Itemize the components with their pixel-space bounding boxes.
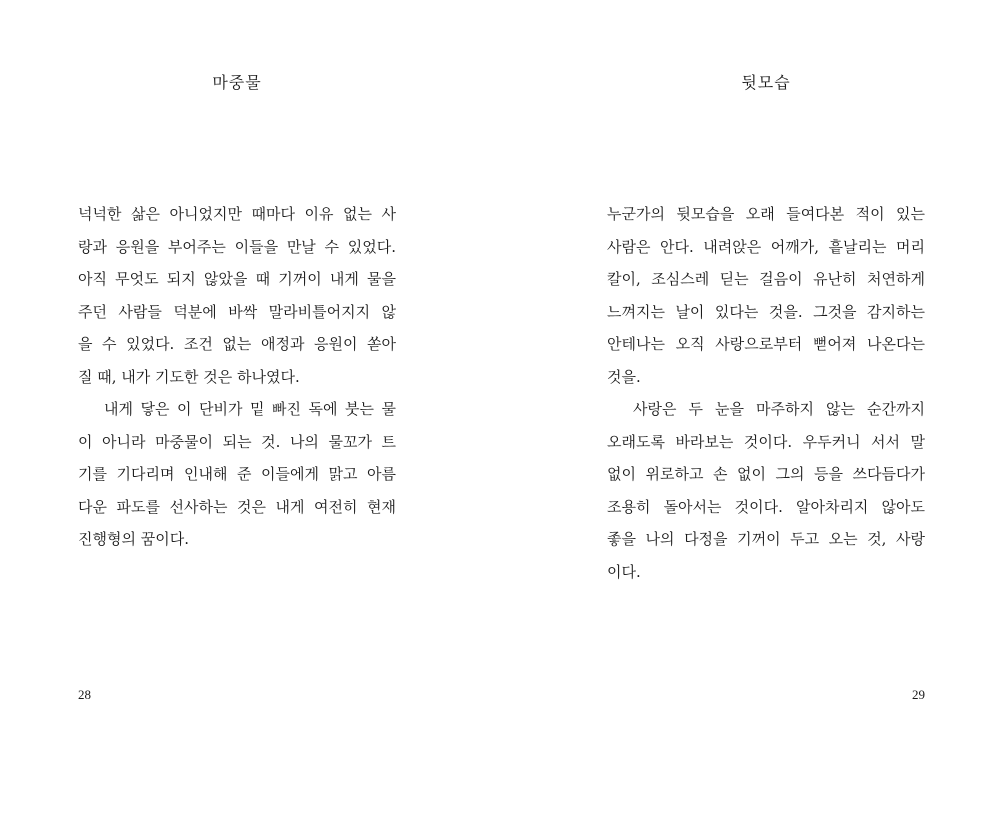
- right-page-number: 29: [912, 687, 925, 702]
- left-line-3: 아직 무엇도 되지 않았을 때 기꺼이 내게 물을: [78, 270, 396, 288]
- right-line-9: 없이 위로하고 손 없이 그의 등을 쓰다듬다가: [607, 465, 925, 483]
- left-line-4: 주던 사람들 덕분에 바싹 말라비틀어지지 않: [78, 302, 396, 321]
- left-page-title: 마중물: [212, 73, 262, 92]
- right-line-3: 칼이, 조심스레 딛는 걸음이 유난히 처연하게: [607, 270, 925, 288]
- left-line-6: 질 때, 내가 기도한 것은 하나였다.: [78, 367, 300, 386]
- left-page-number: 28: [78, 687, 91, 702]
- right-page-body: [607, 198, 925, 588]
- left-line-9: 기를 기다리며 인내해 준 이들에게 맑고 아름: [78, 465, 396, 483]
- left-page-body: [78, 198, 396, 556]
- left-line-11: 진행형의 꿈이다.: [78, 530, 189, 548]
- right-page-title: 뒷모습: [741, 73, 791, 92]
- right-line-6: 것을.: [607, 367, 641, 386]
- left-line-1: 넉넉한 삶은 아니었지만 때마다 이유 없는 사: [78, 205, 396, 223]
- right-line-8: 오래도록 바라보는 것이다. 우두커니 서서 말: [607, 432, 925, 451]
- left-line-7: 내게 닿은 이 단비가 밑 빠진 독에 붓는 물: [104, 400, 396, 418]
- right-line-2: 사람은 안다. 내려앉은 어깨가, 흩날리는 머리: [607, 237, 925, 256]
- left-page: [78, 0, 396, 824]
- right-line-12: 이다.: [607, 562, 641, 581]
- left-line-5: 을 수 있었다. 조건 없는 애정과 응원이 쏟아: [78, 335, 396, 353]
- right-line-5: 안테나는 오직 사랑으로부터 뻗어져 나온다는: [607, 335, 925, 353]
- right-line-1: 누군가의 뒷모습을 오래 들여다본 적이 있는: [607, 205, 925, 223]
- left-line-2: 랑과 응원을 부어주는 이들을 만날 수 있었다.: [78, 237, 396, 256]
- left-line-10: 다운 파도를 선사하는 것은 내게 여전히 현재: [78, 497, 396, 516]
- right-page: [607, 0, 925, 824]
- right-line-4: 느껴지는 날이 있다는 것을. 그것을 감지하는: [607, 302, 925, 321]
- right-line-7: 사랑은 두 눈을 마주하지 않는 순간까지: [633, 400, 925, 418]
- right-line-11: 좋을 나의 다정을 기꺼이 두고 오는 것, 사랑: [607, 530, 925, 548]
- right-line-10: 조용히 돌아서는 것이다. 알아차리지 않아도: [607, 497, 925, 516]
- left-line-8: 이 아니라 마중물이 되는 것. 나의 물꼬가 트: [78, 432, 396, 451]
